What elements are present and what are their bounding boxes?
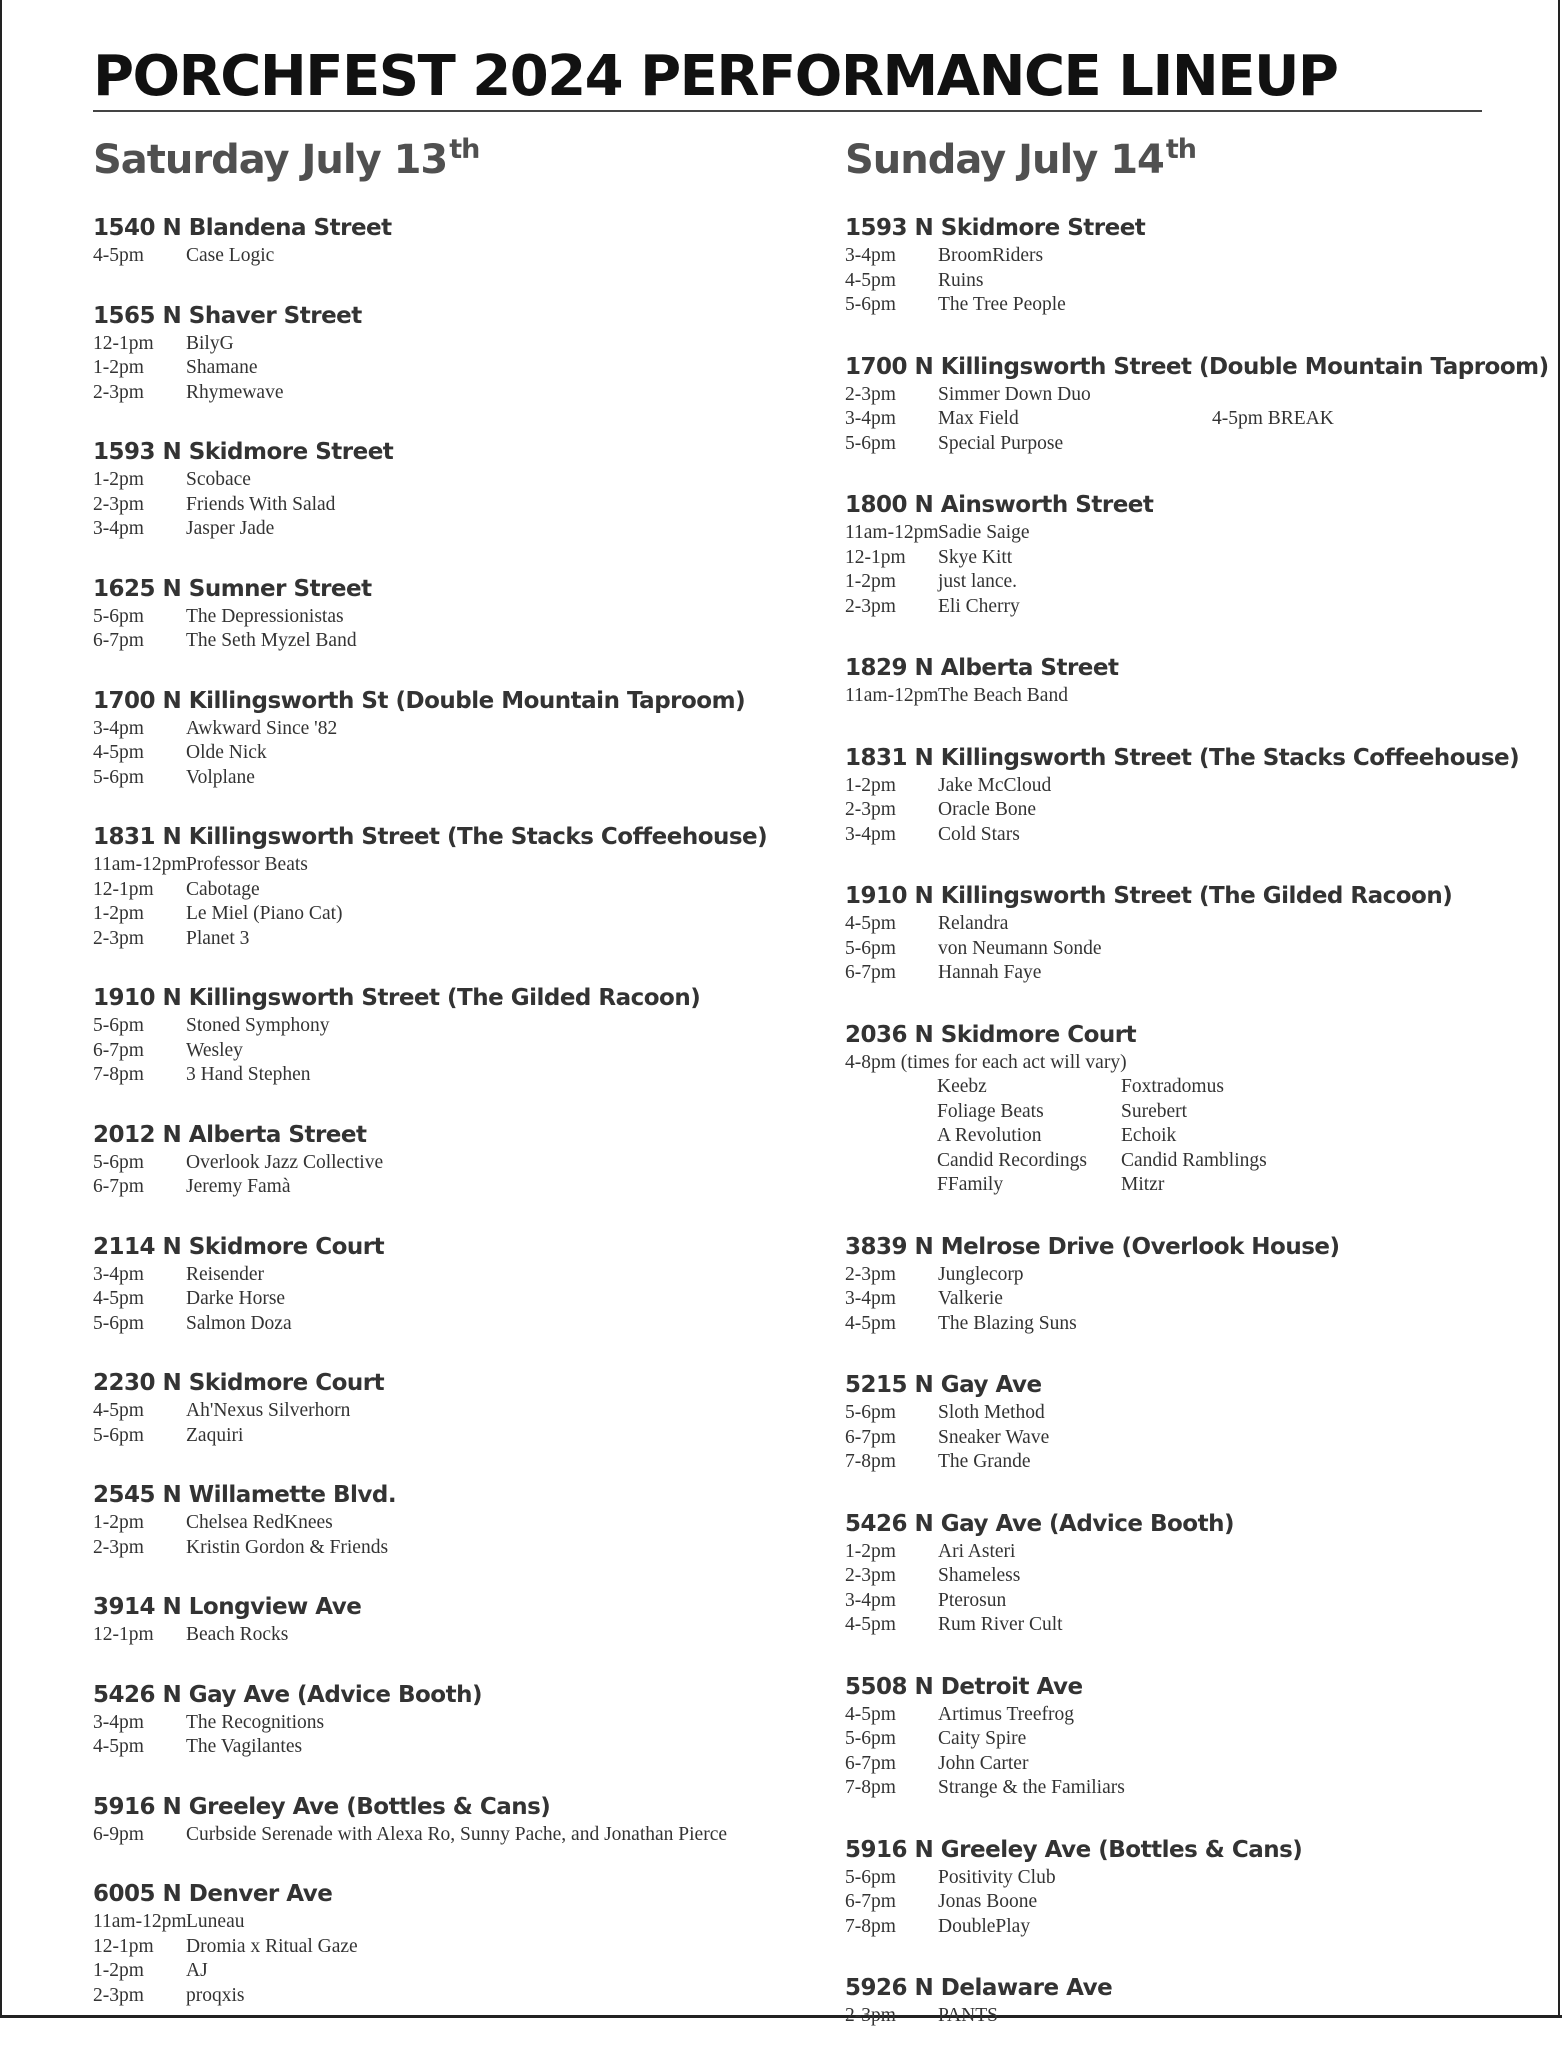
performance-slot [93,468,813,493]
performance-slot [845,1263,1545,1288]
venue-block [845,352,1549,457]
slot-act: Hannah Faye [938,962,1042,983]
performance-slot [93,1399,813,1424]
venue-block [845,1672,1545,1801]
slot-act: just lance. [938,571,1018,592]
day-label: Saturday July 13 [93,137,448,183]
venue-block [93,1792,813,1848]
venue-block [845,490,1545,619]
performance-slot [93,1959,813,1984]
slot-time: 2-3pm [93,1536,144,1558]
performance-slot [93,1263,813,1288]
venue-block [93,822,813,951]
slot-act: Valkerie [938,1288,1003,1309]
performance-slot [93,605,813,630]
slot-act: 3 Hand Stephen [186,1064,311,1085]
performance-slot [93,381,813,406]
slot-time: 3-4pm [93,518,144,539]
day-ordinal-suffix: th [449,134,480,165]
performance-slot [845,1312,1545,1337]
venue-block [93,1120,813,1200]
performance-slot [93,1536,813,1561]
slot-time: 12-1pm [93,1624,154,1645]
act-name: Keebz [937,1076,987,1097]
performance-slot [845,383,1545,408]
act-name: Candid Ramblings [1121,1149,1267,1171]
slot-act: PANTS [938,2005,998,2026]
performance-slot [93,517,813,542]
performance-slot [93,1014,813,1039]
title-underline [93,110,1482,112]
slot-time: 4-5pm [93,742,144,763]
slot-time: 6-7pm [845,962,896,983]
venue-address: 5508 N Detroit Ave [845,1673,1083,1700]
slot-time: 11am-12pm [845,522,939,543]
page-title: PORCHFEST 2024 PERFORMANCE LINEUP [93,44,1338,109]
slot-time: 5-6pm [845,1402,896,1423]
slot-act: Awkward Since '82 [186,717,338,739]
venue-address: 5926 N Delaware Ave [845,1975,1113,2001]
venue-block [93,574,813,654]
slot-act: Relandra [938,913,1009,934]
slot-act: Junglecorp [938,1263,1024,1285]
venue-address: 2230 N Skidmore Court [93,1370,385,1396]
venue-address: 1700 N Killingsworth Street (Double Mountain Taproom) [845,353,1549,380]
performance-slot [845,570,1545,595]
slot-act: The Blazing Suns [938,1312,1077,1334]
slot-act: Case Logic [186,245,275,266]
performance-slot [845,546,1545,571]
slot-time: 6-7pm [845,1752,896,1774]
venue-address: 1910 N Killingsworth Street (The Gilded Racoon) [93,985,701,1011]
venue-address: 1565 N Shaver Street [93,302,362,329]
slot-time: 2-3pm [845,383,896,405]
slot-act: Olde Nick [186,742,267,763]
slot-act: Max Field [938,408,1019,429]
slot-act: John Carter [938,1752,1029,1774]
performance-slot [845,1589,1545,1614]
performance-slot [93,356,813,381]
slot-act: Caity Spire [938,1728,1027,1749]
performance-slot [93,244,813,269]
performance-slot [93,717,813,742]
slot-time: 7-8pm [845,1777,896,1798]
venue-block [93,1592,813,1648]
slot-time: 3-4pm [845,823,896,845]
slot-time: 3-4pm [845,1589,896,1611]
performance-slot [845,2004,1545,2029]
slot-time: 4-5pm [93,245,144,266]
slot-act: Jonas Boone [938,1891,1038,1912]
venue-block [845,881,1545,986]
slot-act: Shamane [186,357,258,378]
venue-block [93,437,813,542]
slot-time: 7-8pm [93,1064,144,1085]
slot-time: 11am-12pm [93,854,187,875]
performance-slot [845,1540,1545,1565]
performance-slot [845,937,1545,962]
slot-time: 2-3pm [93,1984,144,2006]
slot-time: 5-6pm [845,1866,896,1888]
performance-slot [845,595,1545,620]
venue-block [93,301,813,406]
venue-block [845,1232,1545,1337]
slot-time: 2-3pm [845,799,896,820]
performance-slot [93,766,813,791]
slot-time: 6-7pm [845,1426,896,1448]
venue-address: 5215 N Gay Ave [845,1372,1042,1398]
slot-act: Skye Kitt [938,546,1013,568]
performance-slot [93,902,813,927]
venue-block [93,1879,813,2008]
slot-time: 3-4pm [845,1288,896,1309]
slot-time: 6-7pm [93,1039,144,1061]
slot-act: Stoned Symphony [186,1015,330,1036]
slot-time: 5-6pm [845,294,896,315]
slot-act: Cold Stars [938,823,1020,845]
slot-time: 3-4pm [845,408,896,429]
slot-time: 5-6pm [93,1312,144,1334]
slot-act: The Depressionistas [186,605,344,627]
slot-time: 2-3pm [845,595,896,617]
venue-block [845,1509,1545,1638]
performance-slot [93,332,813,357]
slot-time: 11am-12pm [93,1911,187,1932]
performance-slot [845,1613,1545,1638]
performance-slot [93,741,813,766]
performance-slot [845,684,1545,709]
slot-act: Salmon Doza [186,1312,292,1334]
slot-time: 2-3pm [845,1263,896,1285]
slot-act: Reisender [186,1263,264,1285]
performance-slot [93,927,813,952]
slot-act: Shameless [938,1565,1021,1586]
slot-time: 12-1pm [93,1935,154,1957]
venue-address: 1593 N Skidmore Street [93,439,394,465]
performance-slot [93,1151,813,1176]
performance-slot [845,432,1545,457]
act-name: Candid Recordings [937,1149,1088,1171]
venue-address: 2114 N Skidmore Court [93,1233,385,1260]
slot-act: Le Miel (Piano Cat) [186,903,343,924]
act-name: FFamily [937,1174,1004,1195]
slot-time: 5-6pm [93,1424,144,1446]
slot-time: 1-2pm [845,774,896,796]
slot-act: Beach Rocks [186,1624,289,1645]
venue-block [845,213,1545,318]
slot-act: Overlook Jazz Collective [186,1151,384,1173]
slot-time: 5-6pm [845,432,896,454]
venue-address: 5426 N Gay Ave (Advice Booth) [93,1681,482,1708]
performance-slot [845,1752,1545,1777]
slot-time: 4-5pm [93,1288,144,1309]
slot-act: Rum River Cult [938,1614,1063,1635]
slot-act: Zaquiri [186,1424,244,1446]
slot-act: Kristin Gordon & Friends [186,1536,389,1558]
day-label: Sunday July 14 [845,137,1164,183]
venue-block [93,213,813,269]
slot-act: Ari Asteri [938,1540,1016,1562]
acts-list [845,1075,1545,1198]
venue-block [845,1370,1545,1475]
venue-block [845,653,1545,709]
slot-act: Jeremy Famà [186,1176,291,1197]
performance-slot [845,798,1545,823]
slot-act: Ruins [938,269,984,291]
slot-time: 12-1pm [845,546,906,568]
slot-act: The Vagilantes [186,1736,303,1757]
performance-slot [845,1287,1545,1312]
act-name: Foliage Beats [937,1100,1044,1122]
slot-act: Luneau [186,1911,245,1932]
performance-slot [93,1287,813,1312]
venue-block [845,1020,1545,1198]
slot-time: 2-3pm [845,1565,896,1586]
performance-slot [845,774,1545,799]
slot-time: 7-8pm [845,1451,896,1472]
venue-block [845,1835,1545,1940]
performance-slot [845,1866,1545,1891]
slot-time: 2-3pm [845,2005,896,2026]
saturday-column [93,130,813,2040]
slot-act: Oracle Bone [938,799,1036,820]
slot-act: AJ [186,1960,208,1981]
performance-slot [93,1711,813,1736]
slot-act: Ah'Nexus Silverhorn [186,1400,351,1421]
performance-slot [93,1984,813,2009]
slot-time: 4-5pm [93,1736,144,1757]
slot-act: The Beach Band [938,685,1068,706]
venue-address: 1593 N Skidmore Street [845,215,1146,241]
venue-address: 1625 N Sumner Street [93,575,372,602]
performance-slot [845,1450,1545,1475]
slot-time: 5-6pm [93,766,144,788]
venue-time-note: 4-8pm (times for each act will vary) [845,1051,1127,1073]
slot-act: The Grande [938,1451,1031,1472]
slot-act: Jake McCloud [938,774,1052,796]
venue-address: 3914 N Longview Ave [93,1594,362,1620]
slot-time: 2-3pm [93,493,144,515]
slot-time: 5-6pm [845,1728,896,1749]
slot-time: 4-5pm [845,269,896,291]
slot-time: 1-2pm [93,469,144,490]
performance-slot [93,1039,813,1064]
day-ordinal-suffix: th [1165,134,1197,165]
sunday-heading [845,130,1545,190]
slot-time: 5-6pm [93,1015,144,1036]
performance-slot [93,1424,813,1449]
slot-act: Sloth Method [938,1402,1045,1423]
venue-block [845,743,1545,848]
slot-act: Professor Beats [186,854,308,875]
performance-slot [93,1175,813,1200]
slot-act: Darke Horse [186,1288,286,1309]
slot-act: Jasper Jade [186,518,275,539]
slot-time: 4-5pm [845,1614,896,1635]
performance-slot [845,269,1545,294]
slot-act: BroomRiders [938,245,1044,266]
acts-row [845,1075,1545,1100]
acts-row [845,1173,1545,1198]
slot-act: Sneaker Wave [938,1426,1050,1448]
slot-act: Pterosun [938,1589,1007,1611]
performance-slot [93,1735,813,1760]
slot-time: 1-2pm [845,571,896,592]
slot-time: 12-1pm [93,332,154,354]
sunday-column [845,130,1549,2063]
performance-slot [93,1910,813,1935]
venue-address: 1700 N Killingsworth St (Double Mountain Taproom) [93,687,746,714]
venue-block [93,686,813,791]
venue-address: 2036 N Skidmore Court [845,1021,1137,1048]
slot-act: Positivity Club [938,1866,1056,1888]
acts-row [845,1149,1545,1174]
performance-slot [845,1401,1545,1426]
act-name: A Revolution [937,1125,1042,1146]
performance-slot [845,1915,1545,1940]
slot-act: Friends With Salad [186,493,336,515]
venue-block [93,1232,813,1337]
slot-act: Eli Cherry [938,595,1020,617]
slot-time: 3-4pm [93,717,144,739]
act-name: Echoik [1121,1125,1177,1146]
slot-time: 5-6pm [845,937,896,959]
performance-slot [845,1703,1545,1728]
slot-act: The Recognitions [186,1711,325,1733]
slot-act: Cabotage [186,878,260,900]
slot-time: 6-7pm [845,1891,896,1912]
slot-time: 4-5pm [845,913,896,934]
slot-time: 4-5pm [93,1400,144,1421]
venue-block [93,1368,813,1448]
slot-act: Curbside Serenade with Alexa Ro, Sunny Pache, and Jonathan Pierce [186,1823,728,1845]
slot-time: 2-3pm [93,927,144,949]
performance-slot [845,1890,1545,1915]
performance-slot [845,521,1545,546]
act-name: Mitzr [1121,1174,1165,1195]
slot-extra-note: 4-5pm BREAK [1212,408,1334,429]
venue-block [93,1480,813,1560]
performance-slot [845,823,1545,848]
performance-slot [845,407,1545,432]
venue-address: 3839 N Melrose Drive (Overlook House) [845,1233,1340,1260]
performance-slot [93,629,813,654]
performance-slot [93,1511,813,1536]
slot-act: Artimus Treefrog [938,1703,1074,1725]
act-name: Foxtradomus [1121,1076,1224,1097]
slot-time: 6-7pm [93,1176,144,1197]
slot-time: 1-2pm [93,357,144,378]
performance-slot [93,1935,813,1960]
performance-slot [93,493,813,518]
performance-slot [93,878,813,903]
venue-address: 5916 N Greeley Ave (Bottles & Cans) [845,1836,1303,1863]
performance-slot [845,1776,1545,1801]
performance-slot [845,1727,1545,1752]
venue-address: 1829 N Alberta Street [845,655,1119,681]
slot-time: 3-4pm [845,245,896,266]
venue-address: 1800 N Ainsworth Street [845,492,1154,518]
slot-act: Volplane [186,766,255,788]
performance-slot [93,1823,813,1848]
acts-row [845,1124,1545,1149]
performance-slot [93,1623,813,1648]
performance-slot [845,1426,1545,1451]
slot-act: Scobace [186,469,251,490]
venue-address: 2012 N Alberta Street [93,1121,367,1148]
performance-slot [845,293,1545,318]
performance-slot [93,853,813,878]
venue-address: 1540 N Blandena Street [93,215,392,241]
performance-slot [93,1063,813,1088]
performance-slot [845,912,1545,937]
slot-act: The Tree People [938,294,1066,315]
slot-act: DoublePlay [938,1915,1031,1937]
slot-time: 5-6pm [93,1151,144,1173]
act-name: Surebert [1121,1100,1188,1122]
slot-time: 1-2pm [93,1512,144,1533]
slot-time: 4-5pm [845,1312,896,1334]
venue-block [93,1680,813,1760]
slot-time: 1-2pm [93,903,144,924]
slot-time: 4-5pm [845,1703,896,1725]
performance-slot [845,244,1545,269]
performance-slot [845,961,1545,986]
slot-act: Special Purpose [938,432,1064,454]
slot-act: Planet 3 [186,927,250,949]
saturday-heading [93,130,813,190]
slot-time: 7-8pm [845,1915,896,1937]
acts-row [845,1100,1545,1125]
slot-act: Rhymewave [186,381,284,403]
slot-time: 3-4pm [93,1711,144,1733]
slot-act: Wesley [186,1039,243,1061]
performance-slot [93,1312,813,1337]
venue-block [93,983,813,1088]
venue-address: 1831 N Killingsworth Street (The Stacks Coffeehouse) [93,824,768,850]
slot-act: von Neumann Sonde [938,937,1102,959]
venue-address: 2545 N Willamette Blvd. [93,1482,397,1508]
performance-slot [845,1564,1545,1589]
slot-act: BilyG [186,332,234,354]
slot-act: Chelsea RedKnees [186,1512,333,1533]
venue-address: 6005 N Denver Ave [93,1881,333,1907]
slot-act: Simmer Down Duo [938,383,1091,405]
venue-address: 1910 N Killingsworth Street (The Gilded Racoon) [845,883,1453,909]
slot-time: 5-6pm [93,605,144,627]
slot-time: 12-1pm [93,878,154,900]
slot-time: 1-2pm [845,1540,896,1562]
slot-act: Dromia x Ritual Gaze [186,1935,358,1957]
slot-time: 11am-12pm [845,685,939,706]
slot-time: 2-3pm [93,381,144,403]
slot-time: 6-7pm [93,630,144,651]
slot-time: 6-9pm [93,1823,144,1845]
venue-address: 5426 N Gay Ave (Advice Booth) [845,1510,1234,1537]
slot-act: The Seth Myzel Band [186,630,357,651]
slot-time: 1-2pm [93,1960,144,1981]
venue-block [845,1973,1545,2029]
slot-act: proqxis [186,1984,245,2006]
slot-act: Strange & the Familiars [938,1777,1125,1798]
venue-address: 5916 N Greeley Ave (Bottles & Cans) [93,1793,551,1820]
slot-act: Sadie Saige [938,522,1030,543]
venue-address: 1831 N Killingsworth Street (The Stacks Coffeehouse) [845,744,1520,771]
slot-time: 3-4pm [93,1263,144,1285]
